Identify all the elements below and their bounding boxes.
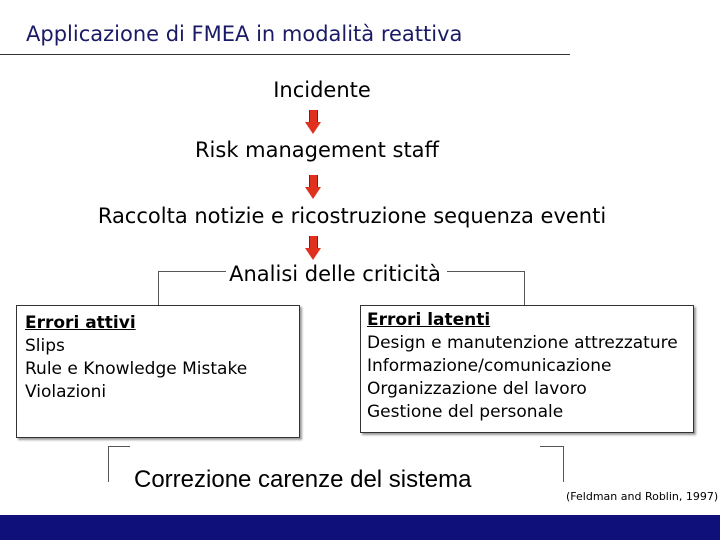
connector-line xyxy=(447,271,525,272)
box-item: Slips xyxy=(25,336,65,356)
box-item: Gestione del personale xyxy=(367,402,564,422)
slide-title: Applicazione di FMEA in modalità reattiva xyxy=(26,22,463,46)
connector-line xyxy=(108,446,130,447)
step-raccolta-notizie: Raccolta notizie e ricostruzione sequenza eventi xyxy=(97,204,607,228)
box-item: Violazioni xyxy=(25,382,107,402)
box-item: Informazione/comunicazione xyxy=(367,356,612,376)
connector-line xyxy=(158,271,159,305)
step-incidente: Incidente xyxy=(273,78,371,102)
box-item: Organizzazione del lavoro xyxy=(367,379,587,399)
down-arrow-icon xyxy=(305,110,319,134)
connector-line xyxy=(158,271,226,272)
final-outcome: Correzione carenze del sistema xyxy=(134,466,472,493)
connector-line xyxy=(540,446,564,447)
citation: (Feldman and Roblin, 1997) xyxy=(566,490,719,503)
footer-bar xyxy=(0,515,720,540)
box-errori-latenti xyxy=(360,305,694,433)
down-arrow-icon xyxy=(305,175,319,199)
box-item: Rule e Knowledge Mistake xyxy=(25,359,248,379)
step-analisi-criticita: Analisi delle criticità xyxy=(229,262,441,286)
connector-line xyxy=(563,446,564,482)
box-errori-attivi xyxy=(16,305,300,438)
box-header: Errori latenti xyxy=(367,310,491,330)
box-item: Design e manutenzione attrezzature xyxy=(367,333,678,353)
title-underline xyxy=(0,54,570,55)
connector-line xyxy=(524,271,525,305)
step-risk-management-staff: Risk management staff xyxy=(194,138,440,162)
down-arrow-icon xyxy=(305,236,319,260)
box-header: Errori attivi xyxy=(25,313,136,333)
connector-line xyxy=(108,446,109,482)
